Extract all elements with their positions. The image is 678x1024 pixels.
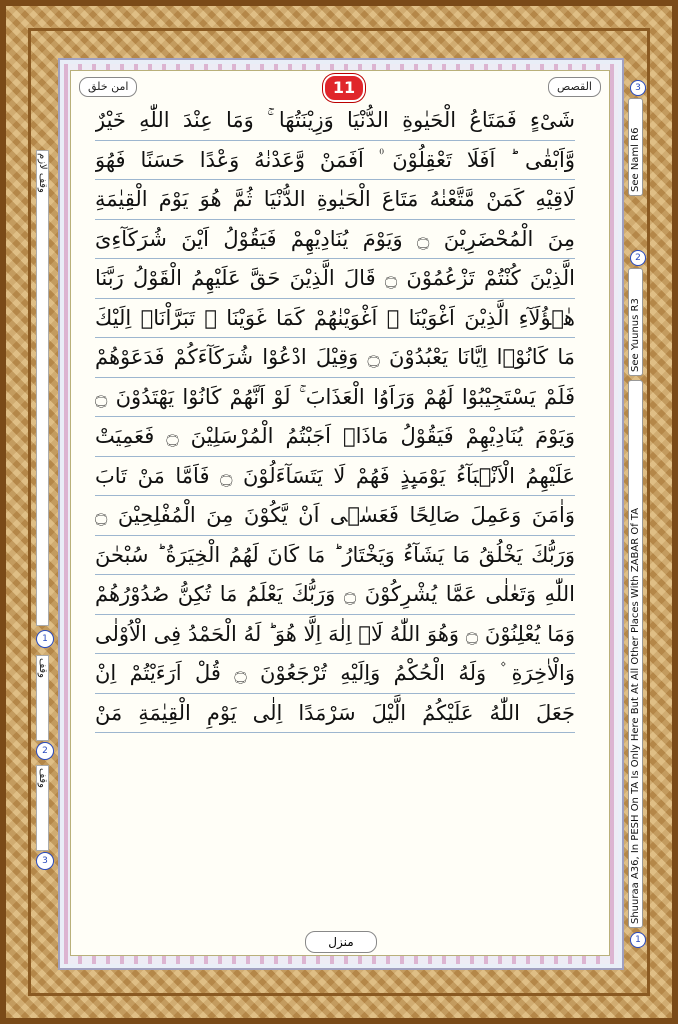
verse-line: هٰۤؤُلَآءِ الَّذِیْنَ اَغْوَیْنَا ۚ اَغْوَیْنٰهُمْ كَمَا غَوَیْنَا ۚ تَبَرَّاْنَاۤ اِلَیْكَ bbox=[95, 299, 575, 339]
verse-line: الَّذِیْنَ كُنْتُمْ تَزْعُمُوْنَ ۝ قَالَ الَّذِیْنَ حَقَّ عَلَیْهِمُ الْقَوْلُ رَبَّنَا bbox=[95, 259, 575, 299]
juz-label: امن خلق bbox=[79, 77, 137, 97]
page-number: 11 bbox=[323, 74, 365, 102]
verse-line: فَلَمْ یَسْتَجِیْبُوْا لَهُمْ وَرَاَوُا الْعَذَابَ ۚ لَوْ اَنَّهُمْ كَانُوْا یَهْتَدُوْنَ ۝ bbox=[95, 378, 575, 418]
verse-line: عَلَیْهِمُ الْاَنْۢبَآءُ یَوْمَىِٕذٍ فَهُمْ لَا یَتَسَآءَلُوْنَ ۝ فَاَمَّا مَنْ تَابَ bbox=[95, 457, 575, 497]
verse-line: لَاقِیْهِ كَمَنْ مَّتَّعْنٰهُ مَتَاعَ الْحَیٰوةِ الدُّنْیَا ثُمَّ هُوَ یَوْمَ الْقِیٰمَةِ bbox=[95, 180, 575, 220]
verse-line: وَرَبُّكَ یَخْلُقُ مَا یَشَآءُ وَیَخْتَارُ ؕ مَا كَانَ لَهُمُ الْخِیَرَةُ ؕ سُبْحٰنَ bbox=[95, 536, 575, 576]
right-margin-notes bbox=[610, 70, 664, 954]
verse-line: وَّاَبْقٰى ؕ اَفَلَا تَعْقِلُوْنَ ۠ اَفَمَنْ وَّعَدْنٰهُ وَعْدًا حَسَنًا فَهُوَ bbox=[95, 141, 575, 181]
manzil-label: منزل bbox=[305, 931, 377, 953]
margin-note: وقف bbox=[36, 655, 49, 741]
note-marker: 3 bbox=[630, 80, 646, 96]
margin-note: See Naml R6 bbox=[628, 98, 643, 196]
verse-line: اللّٰهِ وَتَعٰلٰى عَمَّا یُشْرِكُوْنَ ۝ وَرَبُّكَ یَعْلَمُ مَا تُكِنُّ صُدُوْرُهُمْ bbox=[95, 575, 575, 615]
page-footer bbox=[71, 929, 609, 955]
note-marker: 1 bbox=[36, 630, 54, 648]
verse-line: وَالْاٰخِرَةِ ۫ وَلَهُ الْحُكْمُ وَاِلَیْهِ تُرْجَعُوْنَ ۝ قُلْ اَرَءَیْتُمْ اِنْ bbox=[95, 654, 575, 694]
surah-label: القصص bbox=[548, 77, 601, 97]
verse-line: جَعَلَ اللّٰهُ عَلَیْكُمُ الَّیْلَ سَرْمَدًا اِلٰى یَوْمِ الْقِیٰمَةِ مَنْ bbox=[95, 694, 575, 734]
page-header bbox=[71, 71, 609, 101]
verse-line: مَا كَانُوْۤا اِیَّانَا یَعْبُدُوْنَ ۝ وَقِیْلَ ادْعُوْا شُرَكَآءَكُمْ فَدَعَوْهُمْ bbox=[95, 338, 575, 378]
verse-line: وَمَا یُعْلِنُوْنَ ۝ وَهُوَ اللّٰهُ لَاۤ اِلٰهَ اِلَّا هُوَ ؕ لَهُ الْحَمْدُ فِی الْاُوْلٰى bbox=[95, 615, 575, 655]
note-marker: 2 bbox=[630, 250, 646, 266]
note-marker: 1 bbox=[630, 932, 646, 948]
margin-note: Shuuraa A36, In PESH On TA Is Only Here But At All Other Places With ZABAR Of TA bbox=[628, 380, 643, 928]
note-marker: 3 bbox=[36, 852, 54, 870]
margin-note: See Yuunus R3 bbox=[628, 268, 643, 376]
verse-line: وَیَوْمَ یُنَادِیْهِمْ فَیَقُوْلُ مَاذَاۤ اَجَبْتُمُ الْمُرْسَلِیْنَ ۝ فَعَمِیَتْ bbox=[95, 417, 575, 457]
quran-page bbox=[70, 70, 610, 956]
margin-note: وقف bbox=[36, 765, 49, 851]
left-margin-notes bbox=[30, 150, 60, 930]
note-marker: 2 bbox=[36, 742, 54, 760]
margin-note: وقف لازم bbox=[36, 150, 49, 626]
verse-line: شَیْءٍ فَمَتَاعُ الْحَیٰوةِ الدُّنْیَا وَزِیْنَتُهَا ۚ وَمَا عِنْدَ اللّٰهِ خَیْرٌ bbox=[95, 101, 575, 141]
verse-line: وَاٰمَنَ وَعَمِلَ صَالِحًا فَعَسٰۤى اَنْ یَّكُوْنَ مِنَ الْمُفْلِحِیْنَ ۝ bbox=[95, 496, 575, 536]
verse-lines bbox=[95, 101, 575, 733]
verse-line: مِنَ الْمُحْضَرِیْنَ ۝ وَیَوْمَ یُنَادِیْهِمْ فَیَقُوْلُ اَیْنَ شُرَكَآءِیَ bbox=[95, 220, 575, 260]
